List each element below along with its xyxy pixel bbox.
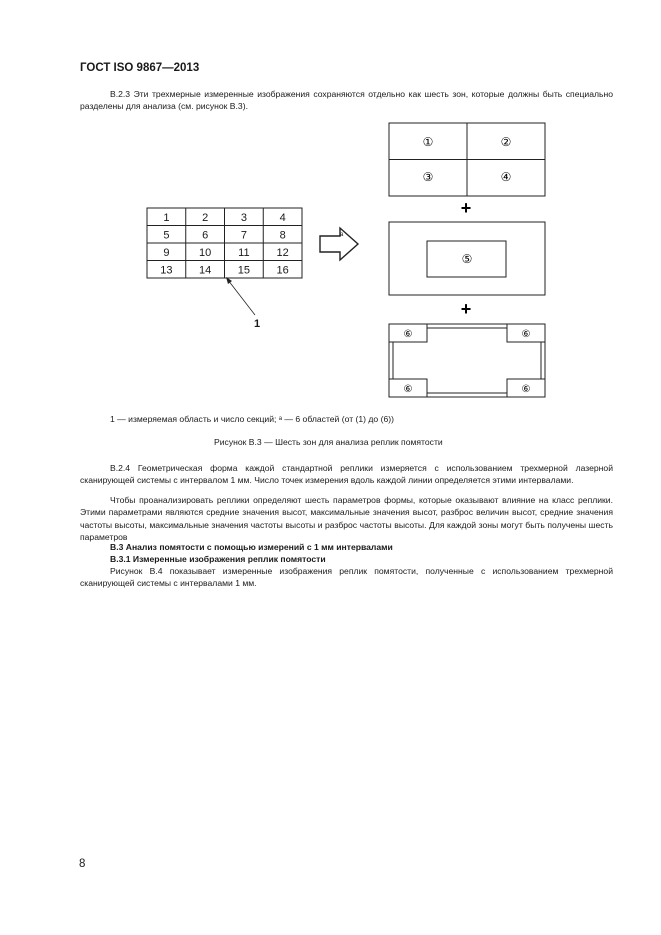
zone-6-label-bottom-right: ⑥ [521, 384, 531, 395]
zone-6-label-top-left: ⑥ [403, 329, 413, 340]
process-arrow [320, 228, 358, 260]
grid-cell-label: 3 [240, 211, 247, 224]
callout-leader-line [228, 280, 255, 315]
paragraph-b31-text: Рисунок В.4 показывает измеренные изображения реплик помятости, полученные с использованием трехмерной сканирующей системы с интервалами 1 мм. [80, 566, 613, 589]
grid-cell-label: 15 [237, 264, 250, 277]
page-number: 8 [79, 858, 86, 870]
zone-4-label: ④ [500, 170, 512, 184]
grid-cell-label: 1 [163, 211, 170, 224]
zone-6-label-top-right: ⑥ [521, 329, 531, 340]
zone-2-label: ② [500, 135, 512, 149]
zone-5-label: ⑤ [461, 252, 473, 266]
figure-caption: Рисунок В.3 — Шесть зон для анализа реплик помятости [214, 437, 443, 447]
callout-label: 1 [254, 318, 261, 330]
grid-cell-label: 7 [240, 229, 247, 242]
grid-cell-label: 2 [202, 211, 209, 224]
arrow-footnote-mark: а [340, 232, 344, 238]
paragraph-b31 [80, 565, 613, 590]
zone-3-label: ③ [422, 170, 434, 184]
grid-cell-label: 6 [202, 229, 209, 242]
section-heading-b31: В.3.1 Измеренные изображения реплик помятости [110, 554, 326, 564]
grid-cell-label: 13 [160, 264, 173, 277]
plus-sign-2: + [460, 299, 472, 319]
paragraph-b23-text: В.2.3 Эти трехмерные измеренные изображения сохраняются отдельно как шесть зон, которые должны быть специально разделены для анализа (см. рисунок В.3). [80, 89, 613, 112]
zone-1-label: ① [422, 135, 434, 149]
grid-cell-label: 16 [276, 264, 289, 277]
grid-cell-label: 5 [163, 229, 170, 242]
paragraph-b24-text: В.2.4 Геометрическая форма каждой стандартной реплики измеряется с использованием трехмерной лазерной сканирующей системы с интервалом 1 мм. Число точек измерения вдоль каждой линии определяется этими интервалами. [80, 463, 613, 486]
paragraph-parameters [80, 494, 613, 544]
zones-1-4-box [389, 123, 545, 196]
grid-cell-label: 11 [238, 246, 250, 259]
grid-cell-label: 12 [276, 246, 289, 259]
section-heading-b3: В.3 Анализ помятости с помощью измерений с 1 мм интервалами [110, 542, 393, 552]
grid-cell-label: 10 [199, 246, 212, 259]
plus-sign-1: + [460, 198, 472, 218]
figure-legend: 1 — измеряемая область и число секций; ᵃ — 6 областей (от (1) до (6)) [110, 414, 394, 424]
zone-6-label-bottom-left: ⑥ [403, 384, 413, 395]
grid-cell-label: 9 [163, 246, 170, 259]
paragraph-b24 [80, 462, 613, 487]
document-header: ГОСТ ISO 9867—2013 [80, 62, 200, 74]
grid-cell-label: 8 [279, 229, 286, 242]
grid-cell-label: 14 [199, 264, 212, 277]
grid-cell-label: 4 [279, 211, 286, 224]
paragraph-parameters-text: Чтобы проанализировать реплики определяют шесть параметров формы, которые оказывают влияние на класс реплики. Этими параметрами являются средние значения высот, максимальные значения высот, разброс величин высот, средние значения частоты высоты, максимальные значения частоты высоты и разброс частоты высоты. Для каждой зоны могут быть получены шесть параметров [80, 495, 613, 543]
